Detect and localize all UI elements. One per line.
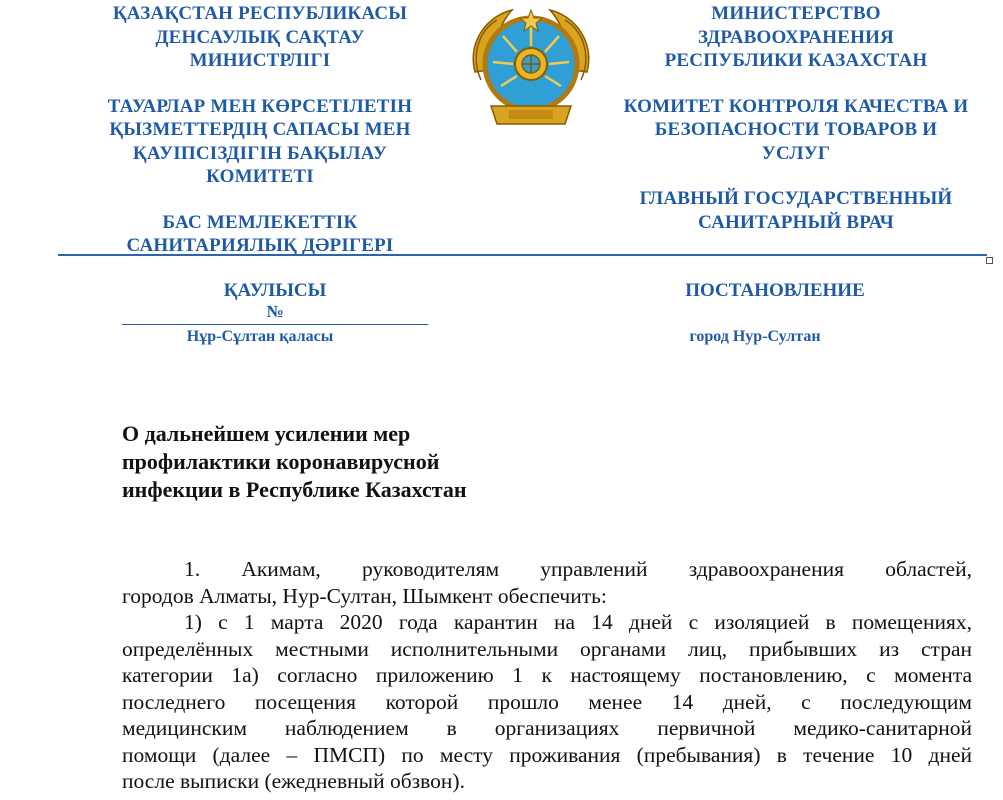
city-russian: город Нур-Султан bbox=[689, 328, 821, 345]
header-right-line: ЗДРАВООХРАНЕНИЯ bbox=[698, 26, 894, 48]
header-right-line: БЕЗОПАСНОСТИ ТОВАРОВ И bbox=[654, 119, 938, 140]
header-left-line: БАС МЕМЛЕКЕТТІК bbox=[162, 211, 358, 233]
header-right-line: РЕСПУБЛИКИ КАЗАХСТАН bbox=[664, 50, 928, 71]
document-body bbox=[122, 556, 972, 795]
header-right-line: ГЛАВНЫЙ ГОСУДАРСТВЕННЫЙ bbox=[639, 188, 953, 209]
header-left bbox=[40, 2, 480, 258]
decree-label-kazakh: ҚАУЛЫСЫ bbox=[223, 280, 327, 301]
header-right-line: УСЛУГ bbox=[761, 142, 831, 164]
document-title bbox=[122, 420, 542, 504]
header-left-line: ДЕНСАУЛЫҚ САҚТАУ bbox=[155, 26, 365, 48]
body-line: после выписки (ежедневный обзвон). bbox=[122, 769, 465, 793]
header-left-line: ТАУАРЛАР МЕН КӨРСЕТІЛЕТІН bbox=[107, 95, 413, 117]
city-kazakh: Нұр-Сұлтан қаласы bbox=[186, 328, 334, 345]
paragraph-2 bbox=[122, 609, 972, 795]
state-emblem-icon bbox=[457, 2, 605, 132]
decree-label-russian: ПОСТАНОВЛЕНИЕ bbox=[685, 280, 865, 301]
header-right-line: МИНИСТЕРСТВО bbox=[711, 3, 881, 24]
header-left-line: ҚАУІПСІЗДІГІН БАҚЫЛАУ bbox=[132, 142, 388, 164]
body-line: последнего посещения которой прошло менее 14 дней, с последующим bbox=[122, 689, 972, 714]
body-line: 1) с 1 марта 2020 года карантин на 14 дней с изоляцией в помещениях, bbox=[184, 610, 972, 634]
body-line: категории 1а) согласно приложению 1 к настоящему постановлению, с момента bbox=[122, 663, 972, 687]
header-right bbox=[586, 2, 1003, 234]
header-left-line: ҚЫЗМЕТТЕРДІҢ САПАСЫ МЕН bbox=[109, 119, 411, 140]
header-left-line: КОМИТЕТІ bbox=[206, 166, 314, 187]
title-line: О дальнейшем усилении мер bbox=[122, 421, 411, 446]
header-left-line: ҚАЗАҚСТАН РЕСПУБЛИКАСЫ bbox=[112, 3, 408, 24]
header-left-line: МИНИСТРЛІГІ bbox=[189, 50, 331, 71]
decree-number-line bbox=[122, 302, 428, 325]
resize-handle[interactable] bbox=[986, 257, 993, 264]
paragraph-1 bbox=[122, 556, 972, 609]
header-right-line: САНИТАРНЫЙ ВРАЧ bbox=[698, 211, 894, 233]
header-left-line: САНИТАРИЯЛЫҚ ДӘРІГЕРІ bbox=[126, 235, 394, 256]
body-line: городов Алматы, Нур-Султан, Шымкент обеспечить: bbox=[122, 583, 607, 608]
number-sign: № bbox=[266, 302, 284, 321]
body-line: медицинским наблюдением в организациях первичной медико-санитарной bbox=[122, 716, 972, 740]
header-right-line: КОМИТЕТ КОНТРОЛЯ КАЧЕСТВА И bbox=[623, 95, 969, 117]
title-line: инфекции в Республике Казахстан bbox=[122, 477, 467, 502]
title-line: профилактики коронавирусной bbox=[122, 449, 440, 474]
body-line: 1. Акимам, руководителям управлений здравоохранения областей, bbox=[184, 557, 972, 581]
header-divider bbox=[58, 254, 987, 256]
body-line: помощи (далее – ПМСП) по месту проживания (пребывания) в течение 10 дней bbox=[122, 742, 972, 767]
body-line: определённых местными исполнительными органами лиц, прибывших из стран bbox=[122, 636, 972, 661]
